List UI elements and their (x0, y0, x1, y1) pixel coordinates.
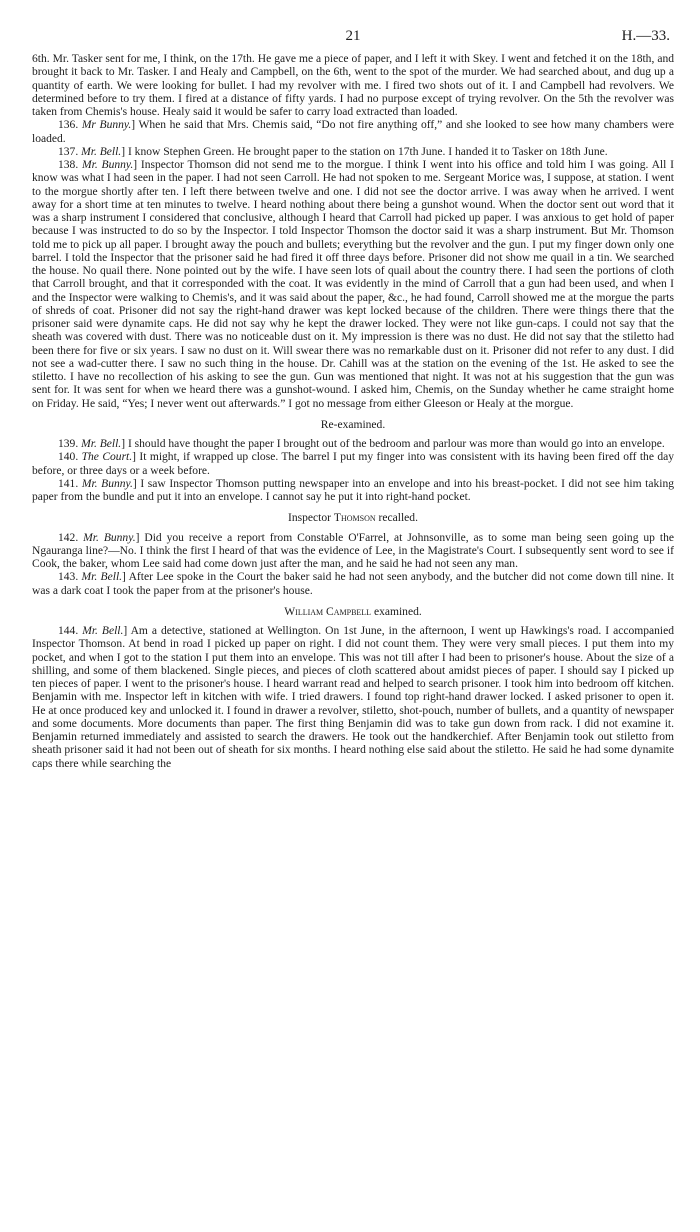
opening-paragraph: 6th. Mr. Tasker sent for me, I think, on the 17th. He gave me a piece of paper, and I left it with Skey. I went and fetched it on the 18th, and brought it back to Mr. Tasker. I and Healy and Campbell, on the 6th, went to the spot of the murder. We had searched about, and dug up a quantity of earth. We were looking for bullet. I had my revolver with me. I fired two shots out of it. I and Campbell had revolvers. We determined before to try them. I fired at a distance of fifty yards. I had no purpose except of trying revolver. On the 5th the revolver was taken from Chemis's house. Healy said it would be safer to carry load extracted than loaded. (32, 53, 674, 118)
speaker: Mr. Bell. (81, 145, 122, 158)
question-number: 139. (58, 438, 79, 450)
speaker: Mr. Bunny. (83, 531, 136, 544)
question-139: 139. Mr. Bell.] I should have thought the paper I brought out of the bedroom and parlour was more than would go into an envelope. (58, 438, 665, 450)
speaker: Mr. Bell. (82, 625, 124, 637)
running-head: H.—33. (621, 28, 670, 44)
question-number: 136. (58, 119, 79, 132)
question-141: 141. Mr. Bunny.] I saw Inspector Thomson putting newspaper into an envelope and into his breast-pocket. I did not see him taking paper from the bundle and put it into an envelope. I cannot say he put it into right-hand pocket. (32, 477, 675, 503)
heading-name: Thomson (333, 512, 376, 525)
question-text: Am a detective, stationed at Wellington. On 1st June, in the afternoon, I went up Hawkings's road. I accompanied Inspector Thomson. At bend in road I picked up paper on right. I did not count them. They were very small pieces. I put them into my pocket, and when I got to the station I put them into an envelope. This was not till after I had been to prisoner's house. About the size of a shilling, and some of them blackened. Single pieces, and pieces of cloth scattered about amidst pieces of paper. I should say I picked up ten pieces of paper. I went to the prisoner's house. I heard warrant read and helped to search prisoner. I took him into bedroom off kitchen. Benjamin with me. Inspector left in kitchen with wife. I tried drawers. I found top right-hand drawer locked. I asked prisoner to open it. He at once produced key and unlocked it. I found in drawer a revolver, stiletto, shot-pouch, number of bullets, and a quantity of newspaper and some documents. More documents than paper. The first thing Benjamin did was to take gun down from rack. I did not examine it. Benjamin returned immediately and assisted to search the drawers. He took out the handkerchief. After Benjamin took out stiletto from sheath prisoner said it had not been out of sheath for six months. I heard nothing else said about the stiletto. He said he had some dynamite caps there while searching the (32, 625, 674, 770)
speaker: Mr Bunny. (81, 119, 132, 132)
question-number: 141. (58, 477, 79, 490)
speaker: Mr. Bunny. (82, 159, 134, 171)
speaker: Mr. Bell. (81, 438, 122, 450)
question-number: 144. (58, 625, 79, 637)
heading-suffix: examined. (373, 605, 422, 618)
question-number: 142. (58, 531, 79, 544)
heading-prefix: Inspector (288, 512, 332, 525)
question-text: When he said that Mrs. Chemis said, “Do not fire anything off,” and she looked to see how many chambers were loaded. (32, 119, 674, 145)
question-text: I saw Inspector Thomson putting newspaper into an envelope and into his breast-pocket. I did not see him taking paper from the bundle and put it into an envelope. I cannot say he put it into right-hand pocket. (32, 477, 675, 503)
question-number: 137. (58, 145, 79, 158)
question-text: After Lee spoke in the Court the baker said he had not seen anybody, and the butcher did not come down till nine. It was a dark coat I took the paper from at the prisoner's house. (32, 571, 674, 597)
section-heading-campbell-examined (32, 606, 674, 619)
question-text: I should have thought the paper I brought out of the bedroom and parlour was more than would go into an envelope. (127, 438, 665, 450)
section-heading-thomson-recalled (32, 512, 674, 525)
question-text: Inspector Thomson did not send me to the morgue. I think I went into his office and told him I was going. All I know was what I had seen in the paper. I had not seen Carroll. He had not spoken to me. Sergeant Morice was, I suppose, at station. I went to the morgue shortly after ten. I left there between twelve and one. I did not see the doctor arrive. I was away when he arrived. I went away for a short time at ten minutes to twelve. I heard nothing about there being a gunshot wound. When the doctor sent out word that it was a sharp instrument I considered that conclusive, although I heard that Carroll had picked up paper. I was anxious to get hold of paper because I was instructed to do so by the Inspector. I told Inspector Thomson the doctor said it was a sharp instrument. But Mr. Thomson told me to pick up all paper. I brought away the pouch and bullets; everything but the revolver and the gun. I put my finger down only one barrel. I told the Inspector that the prisoner said he had fired it off three days before. Prisoner did not show me quail in a tin. We searched the house. No quail there. None pointed out by the wife. I have seen lots of quail about the country there. I had seen the portions of cloth that Carroll brought, and that it corresponded with the coat. It was evidently in the mind of Carroll that a gun had been used, and when I and the Inspector were walking to Chemis's, and it was said about the paper, &c., he had found, Carroll showed me at the morgue the parts of shreds of coat. Prisoner did not say the right-hand drawer was kept locked because of the children. There were things there that the prisoner said were dynamite caps. He did not say why he kept the drawer locked. They were not like gun-caps. I could not say that the sheath was covered with dust. There was no noticeable dust on it. My impression is there was no dust. He did not say that the stiletto had been there for five or six years. I saw no dust on it. Will swear there was no remarkable dust on it. Prisoner did not refer to any dust. I did not see a wad-cutter there. I saw no such thing in the house. Dr. Cahill was at the station on the evening of the 1st. He asked to see the stiletto. I have no recollection of his asking to see the gun. Gun was mentioned that night. It was not at his suggestion that the gun was sent for. It was sent for when we heard there was a gunshot-wound. I asked him, Chemis, on the Sunday whether he came straight home on Friday. He said, “Yes; I never went out afterwards.” I got no message from either Gleeson or Healy at the morgue. (32, 159, 674, 410)
page-header (32, 30, 674, 52)
question-136: 136. Mr Bunny.] When he said that Mrs. Chemis said, “Do not fire anything off,” and she looked to see how many chambers were loaded. (32, 119, 674, 145)
question-number: 140. (58, 451, 79, 464)
page-number: 21 (345, 28, 361, 44)
question-text: Did you receive a report from Constable O'Farrel, at Johnsonville, as to some man being seen going up the Ngauranga line?—No. I think the first I heard of that was the evidence of Lee, in the Magistrate's Court. I subsequently sent word to see if Cook, the baker, whom Lee said had come down just after the man, and he said he had not seen any man. (32, 531, 675, 570)
question-number: 143. (58, 571, 79, 584)
speaker: Mr. Bell. (81, 571, 123, 584)
document-body (32, 53, 674, 771)
heading-suffix: recalled. (378, 512, 418, 525)
question-142: 142. Mr. Bunny.] Did you receive a report from Constable O'Farrel, at Johnsonville, as to some man being seen going up the Ngauranga line?—No. I think the first I heard of that was the evidence of Lee, in the Magistrate's Court. I subsequently sent word to see if Cook, the baker, whom Lee said had come down just after the man, and he said he had not seen any man. (32, 531, 675, 570)
section-heading-reexamined: Re-examined. (320, 418, 386, 431)
question-text: It might, if wrapped up close. The barrel I put my finger into was consistent with its having been fired off the day before, or three days or a week before. (32, 451, 675, 477)
speaker: Mr. Bunny. (81, 477, 133, 490)
question-143: 143. Mr. Bell.] After Lee spoke in the Court the baker said he had not seen anybody, and the butcher did not come down till nine. It was a dark coat I took the paper from at the prisoner's house. (32, 571, 674, 597)
question-text: I know Stephen Green. He brought paper to the station on 17th June. I handed it to Tasker on 18th June. (127, 145, 608, 158)
question-140: 140. The Court.] It might, if wrapped up close. The barrel I put my finger into was consistent with its having been fired off the day before, or three days or a week before. (32, 451, 675, 477)
question-number: 138. (58, 159, 79, 171)
question-144: 144. Mr. Bell.] Am a detective, stationed at Wellington. On 1st June, in the afternoon, I went up Hawkings's road. I accompanied Inspector Thomson. At bend in road I picked up paper on right. I did not count them. They were very small pieces. I put them into my pocket, and when I got to the station I put them into an envelope. This was not till after I had been to prisoner's house. About the size of a shilling, and some of them blackened. Single pieces, and pieces of cloth scattered about amidst pieces of paper. I should say I picked up ten pieces of paper. I went to the prisoner's house. I heard warrant read and helped to search prisoner. I took him into bedroom off kitchen. Benjamin with me. Inspector left in kitchen with wife. I tried drawers. I found top right-hand drawer locked. I asked prisoner to open it. He at once produced key and unlocked it. I found in drawer a revolver, stiletto, shot-pouch, number of bullets, and a quantity of newspaper and some documents. More documents than paper. The first thing Benjamin did was to take gun down from rack. I did not examine it. Benjamin returned immediately and assisted to search the drawers. He took out the handkerchief. After Benjamin took out stiletto from sheath prisoner said it had not been out of sheath for six months. I heard nothing else said about the stiletto. He said he had some dynamite caps there while searching the (32, 625, 674, 770)
question-137: 137. Mr. Bell.] I know Stephen Green. He brought paper to the station on 17th June. I handed it to Tasker on 18th June. (58, 145, 608, 158)
heading-name: William Campbell (284, 605, 372, 618)
speaker: The Court. (81, 451, 133, 464)
question-138: 138. Mr. Bunny.] Inspector Thomson did not send me to the morgue. I think I went into his office and told him I was going. All I know was what I had seen in the paper. I had not seen Carroll. He had not spoken to me. Sergeant Morice was, I suppose, at station. I went to the morgue shortly after ten. I left there between twelve and one. I did not see the doctor arrive. I was away when he arrived. I went away for a short time at ten minutes to twelve. I heard nothing about there being a gunshot wound. When the doctor sent out word that it was a sharp instrument I considered that conclusive, although I heard that Carroll had picked up paper. I was anxious to get hold of paper because I was instructed to do so by the Inspector. I told Inspector Thomson the doctor said it was a sharp instrument. But Mr. Thomson told me to pick up all paper. I brought away the pouch and bullets; everything but the revolver and the gun. I put my finger down only one barrel. I told the Inspector that the prisoner said he had fired it off three days before. Prisoner did not show me quail in a tin. We searched the house. No quail there. None pointed out by the wife. I have seen lots of quail about the country there. I had seen the portions of cloth that Carroll brought, and that it corresponded with the coat. It was evidently in the mind of Carroll that a gun had been used, and when I and the Inspector were walking to Chemis's, and it was said about the paper, &c., he had found, Carroll showed me at the morgue the parts of shreds of coat. Prisoner did not say the right-hand drawer was kept locked because of the children. There were things there that the prisoner said were dynamite caps. He did not say why he kept the drawer locked. They were not like gun-caps. I could not say that the sheath was covered with dust. There was no noticeable dust on it. My impression is there was no dust. He did not say that the stiletto had been there for five or six years. I saw no dust on it. Will swear there was no remarkable dust on it. Prisoner did not refer to any dust. I did not see a wad-cutter there. I saw no such thing in the house. Dr. Cahill was at the station on the evening of the 1st. He asked to see the stiletto. I have no recollection of his asking to see the gun. Gun was mentioned that night. It was not at his suggestion that the gun was sent for. It was sent for when we heard there was a gunshot-wound. I asked him, Chemis, on the Sunday whether he came straight home on Friday. He said, “Yes; I never went out afterwards.” I got no message from either Gleeson or Healy at the morgue. (32, 159, 674, 410)
